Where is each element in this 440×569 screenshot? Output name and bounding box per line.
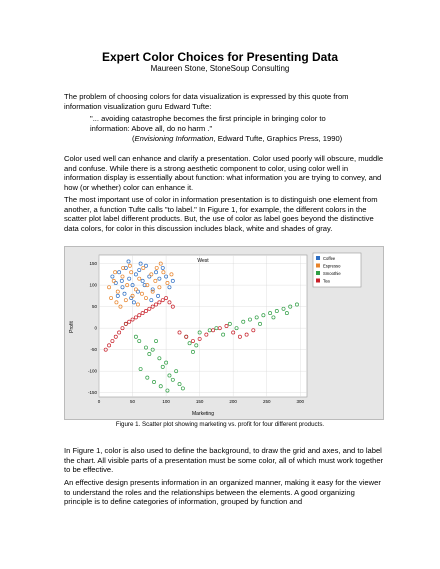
legend-swatch-tea (316, 279, 320, 283)
paragraph-2: Color used well can enhance and clarify a presentation. Color used poorly will obscure, muddle and confuse. While there is a strong aesthetic component to color, using color well in information display is essentially about function: what information you are trying to convey, and how (or whether) color can enhance it. (64, 154, 384, 192)
legend-label-smoothie: Smoothie (323, 270, 341, 276)
x-tick-label: 100 (162, 399, 170, 404)
legend-label-tea: Tea (323, 278, 330, 284)
x-tick-label: 150 (195, 399, 204, 404)
paragraph-5: An effective design presents information in an organized manner, making it easy for the viewer to understand the roles and the relationships between the elements. A good organizing principle is to define categories of information, grouped by function and (64, 478, 381, 507)
y-tick-label: -150 (87, 390, 97, 396)
paragraph-3: The most important use of color in information presentation is to distinguish one element from another, a function Tufte calls "to label." In Figure 1, for example, the different colors in the scatter plot label different products. But, the use of color as label goes beyond the distinctive data colors, for color in this discussion includes black, white and shades of gray. (64, 195, 378, 233)
quote-citation (132, 134, 412, 144)
citation-details: , Edward Tufte, Graphics Press, 1990) (213, 134, 343, 143)
x-tick-label: 200 (229, 399, 237, 404)
paragraph-4: In Figure 1, color is also used to define the background, to draw the grid and axes, and to label the chart. All visible parts of a presentation must be some color, all of which must work together to be effective. (64, 446, 384, 475)
y-tick-label: 150 (89, 261, 97, 267)
legend-swatch-espresso (316, 264, 320, 268)
page-title: Expert Color Choices for Presenting Data (101, 50, 339, 64)
y-tick-label: -50 (90, 347, 97, 353)
x-tick-label: 50 (130, 399, 136, 404)
figure-1 (64, 246, 384, 420)
figure-caption: Figure 1. Scatter plot showing marketing vs. profit for four different products. (115, 421, 325, 428)
legend-label-coffee: Coffee (323, 255, 336, 261)
plot-area (99, 255, 307, 397)
x-tick-label: 0 (97, 399, 101, 404)
y-tick-label: 0 (94, 325, 97, 331)
citation-book-title: Envisioning Information (134, 134, 214, 143)
y-tick-label: 100 (89, 282, 97, 288)
legend-swatch-smoothie (316, 271, 320, 275)
y-tick-label: 50 (91, 304, 97, 310)
legend-label-espresso: Espresso (323, 263, 341, 269)
y-axis-label: Profit (69, 321, 75, 333)
scatter-chart (65, 247, 383, 419)
legend-swatch-coffee (316, 256, 320, 260)
quote-line-2: information: Above all, do no harm ." (90, 124, 213, 133)
quote-line-1: "... avoiding catastrophe becomes the first principle in bringing color to (90, 114, 326, 123)
citation-open: ( (132, 134, 135, 143)
y-tick-label: -100 (87, 368, 97, 374)
x-axis-label: Marketing (192, 411, 214, 417)
chart-title: West (197, 258, 209, 264)
x-tick-label: 300 (296, 399, 305, 404)
x-tick-label: 250 (262, 399, 271, 404)
chart-legend (313, 253, 361, 287)
paragraph-1: The problem of choosing colors for data visualization is expressed by this quote from information visualization guru Edward Tufte: (64, 92, 349, 111)
author-line: Maureen Stone, StoneSoup Consulting (150, 64, 290, 73)
